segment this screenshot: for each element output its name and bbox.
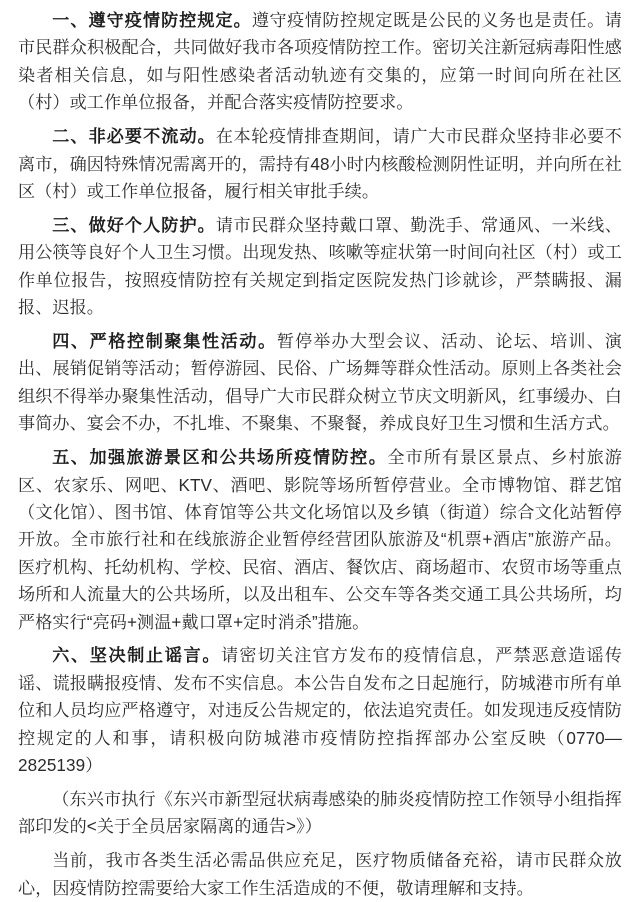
clause-1 (18, 7, 622, 117)
clause-3-text: 请市民群众坚持戴口罩、勤洗手、常通风、一米线、用公筷等良好个人卫生习惯。出现发热、咳嗽等症状第一时间向社区（村）或工作单位报告，按照疫情防控有关规定到指定医院发热门诊就诊，严禁瞒报、漏报、迟报。 (18, 215, 622, 318)
source-note: （东兴市执行《东兴市新型冠状病毒感染的肺炎疫情防控工作领导小组指挥部印发的<关于全员居家隔离的通告>》） (18, 789, 622, 837)
clause-2-text: 在本轮疫情排查期间，请广大市民群众坚持非必要不离市，确因特殊情况需离开的，需持有48小时内核酸检测阴性证明，并向所在社区（村）或工作单位报备，履行相关审批手续。 (18, 127, 622, 201)
clause-4 (18, 328, 622, 438)
notice-body (18, 7, 622, 902)
clause-6 (18, 642, 622, 779)
clause-5-text: 全市所有景区景点、乡村旅游区、农家乐、网吧、KTV、酒吧、影院等场所暂停营业。全市博物馆、群艺馆（文化馆）、图书馆、体育馆等公共文化场馆以及乡镇（街道）综合文化站暂停开放。全市旅行社和在线旅游企业暂停经营团队旅游及“机票+酒店”旅游产品。医疗机构、托幼机构、学校、民宿、酒店、餐饮店、商场超市、农贸市场等重点场所和人流量大的公共场所，以及出租车、公交车等各类交通工具公共场所，均严格实行“亮码+测温+戴口罩+定时消杀”措施。 (18, 448, 622, 632)
clause-3-heading: 做好个人防护。 (88, 215, 216, 235)
clause-1-number: 一、 (52, 11, 89, 30)
clause-1-heading: 遵守疫情防控规定。 (88, 11, 252, 30)
clause-3-number: 三、 (52, 215, 89, 235)
clause-3 (18, 212, 622, 322)
clause-1-text: 遵守疫情防控规定既是公民的义务也是责任。请市民群众积极配合，共同做好我市各项疫情防控工作。密切关注新冠病毒阳性感染者相关信息，如与阳性感染者活动轨迹有交集的，应第一时间向所在社区（村）或工作单位报备，并配合落实疫情防控要求。 (18, 11, 622, 113)
clause-4-heading: 严格控制聚集性活动。 (89, 331, 277, 351)
clause-5-heading: 加强旅游景区和公共场所疫情防控。 (89, 448, 388, 468)
clause-6-heading: 坚决制止谣言。 (89, 646, 222, 666)
clause-5-number: 五、 (52, 448, 90, 468)
clause-5 (18, 444, 622, 636)
clause-6-number: 六、 (52, 646, 90, 666)
closing-remark: 当前，我市各类生活必需品供应充足，医疗物质储备充裕，请市民群众放心，因疫情防控需要给大家工作生活造成的不便，敬请理解和支持。 (18, 851, 622, 898)
clause-2 (18, 123, 622, 205)
clause-4-text: 暂停举办大型会议、活动、论坛、培训、演出、展销促销等活动；暂停游园、民俗、广场舞等群众性活动。原则上各类社会组织不得举办聚集性活动，倡导广大市民群众树立节庆文明新风，红事缓办、白事简办、宴会不办，不扎堆、不聚集、不聚餐，养成良好卫生习惯和生活方式。 (18, 331, 623, 434)
clause-4-number: 四、 (52, 331, 90, 351)
clause-2-heading: 非必要不流动。 (88, 127, 216, 147)
clause-6-text: 请密切关注官方发布的疫情信息，严禁恶意造谣传谣、谎报瞒报疫情、发布不实信息。本公告自发布之日起施行，防城港市所有单位和人员均应严格遵守，对违反公告规定的，依法追究责任。如发现违反疫情防控规定的人和事，请积极向防城港市疫情防控指挥部办公室反映（0770—2825139） (18, 646, 623, 776)
clause-2-number: 二、 (52, 127, 89, 147)
